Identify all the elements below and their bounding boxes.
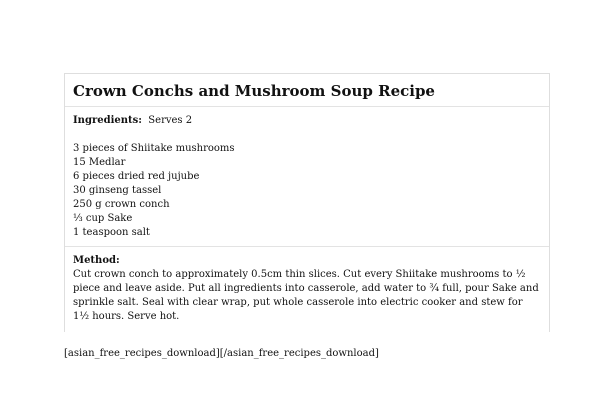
- serves-text: Serves 2: [148, 115, 193, 126]
- ingredient-item: 250 g crown conch: [73, 199, 170, 210]
- ingredients-section: [65, 107, 549, 247]
- ingredient-item: 15 Medlar: [73, 157, 126, 168]
- ingredient-item: 6 pieces dried red jujube: [73, 171, 200, 182]
- recipe-title: Crown Conchs and Mushroom Soup Recipe: [73, 82, 435, 100]
- download-shortcode: [asian_free_recipes_download][/asian_free_recipes_download]: [64, 348, 379, 359]
- recipe-card: [64, 73, 550, 332]
- ingredient-item: 1 teaspoon salt: [73, 227, 150, 238]
- method-section: [65, 247, 549, 324]
- method-label: Method:: [73, 255, 120, 266]
- method-text: Cut crown conch to approximately 0.5cm thin slices. Cut every Shiitake mushrooms to ½ piece and leave aside. Put all ingredients into casserole, add water to ¾ full, pour Sake and sprinkle salt. Seal with clear wrap, put whole casserole into electric cooker and stew for 1½ hours. Serve hot.: [73, 269, 539, 322]
- ingredient-item: ⅓ cup Sake: [73, 213, 133, 224]
- ingredient-item: 30 ginseng tassel: [73, 185, 162, 196]
- ingredients-label: Ingredients:: [73, 115, 142, 126]
- ingredient-item: 3 pieces of Shiitake mushrooms: [73, 143, 235, 154]
- recipe-header: [65, 74, 549, 107]
- ingredients-list: [73, 142, 541, 240]
- ingredients-heading: [73, 114, 541, 128]
